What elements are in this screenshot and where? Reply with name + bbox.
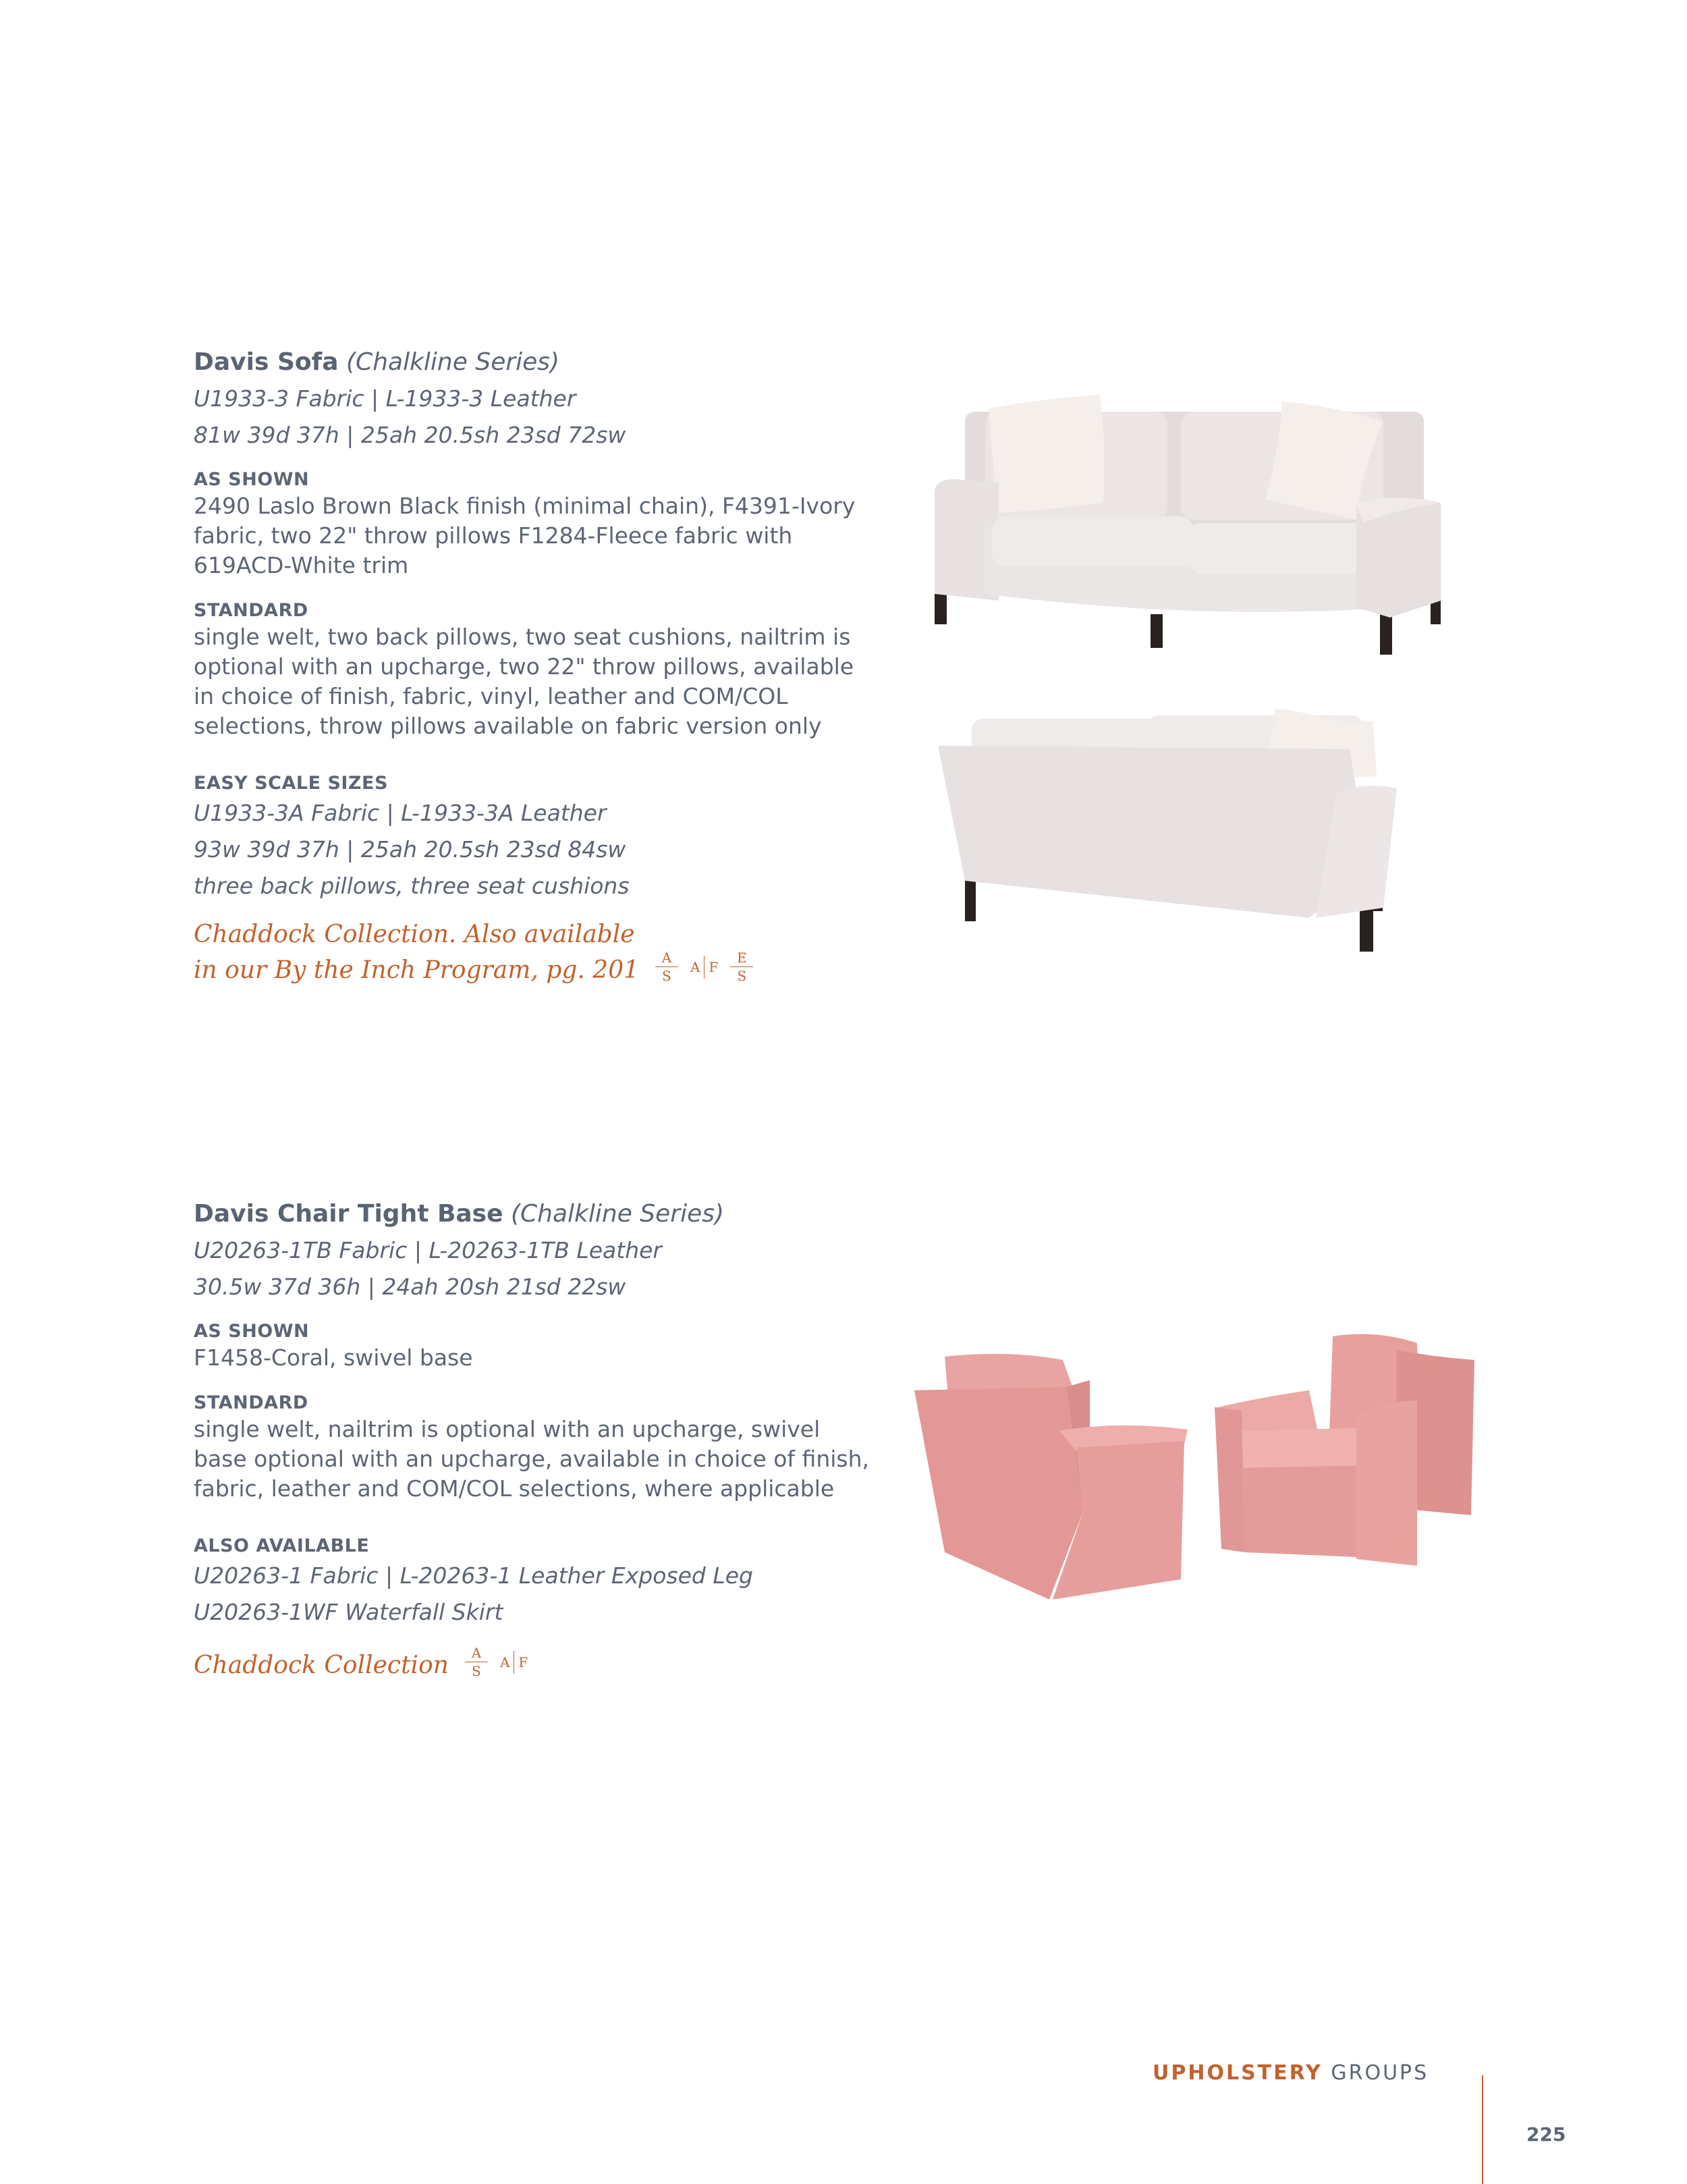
- product-dimensions: 81w 39d 37h | 25ah 20.5sh 23sd 72sw: [194, 422, 626, 448]
- footer-divider: [1482, 2075, 1483, 2184]
- sofa-front-image: [924, 391, 1451, 698]
- page-number: 225: [1526, 2123, 1566, 2146]
- easy-scale-codes: U1933-3A Fabric | L-1933-3A Leather: [194, 800, 607, 826]
- es-mark: $\frac{E}{S}$: [730, 950, 753, 983]
- as-shown-text: F1458-Coral, swivel base: [194, 1344, 473, 1371]
- also-available-heading: ALSO AVAILABLE: [194, 1535, 370, 1556]
- also-available-line1: U20263-1 Fabric | L-20263-1 Leather Exposed Leg: [194, 1562, 753, 1589]
- standard-heading: STANDARD: [194, 600, 308, 621]
- product-title: Davis Chair Tight Base (Chalkline Series): [194, 1200, 725, 1228]
- option-marks: [465, 1645, 528, 1678]
- as-mark: $\frac{A}{S}$: [465, 1645, 488, 1678]
- product-codes: U20263-1TB Fabric | L-20263-1TB Leather: [194, 1237, 662, 1263]
- as-mark: $\frac{A}{S}$: [655, 950, 678, 983]
- product-codes: U1933-3 Fabric | L-1933-3 Leather: [194, 385, 576, 412]
- product-dimensions: 30.5w 37d 36h | 24ah 20sh 21sd 22sw: [194, 1274, 626, 1300]
- standard-text: single welt, nailtrim is optional with an upcharge, swivel base optional with an upcharge, available in choice of finish, fabric, leather and COM/COL selections, where applicable: [194, 1416, 870, 1502]
- as-shown-heading: AS SHOWN: [194, 469, 310, 490]
- collection-note-line1: Chaddock Collection. Also available: [194, 921, 635, 948]
- chair-back-image: [914, 1350, 1198, 1609]
- easy-scale-dimensions: 93w 39d 37h | 25ah 20.5sh 23sd 84sw: [194, 836, 626, 863]
- chair-front-image: [1215, 1333, 1478, 1579]
- product-title: Davis Sofa (Chalkline Series): [194, 348, 560, 376]
- sofa-back-image: [931, 702, 1444, 975]
- also-available-line2: U20263-1WF Waterfall Skirt: [194, 1599, 503, 1625]
- easy-scale-heading: EASY SCALE SIZES: [194, 773, 388, 794]
- as-shown-heading: AS SHOWN: [194, 1321, 310, 1342]
- footer-section-label: UPHOLSTERY GROUPS: [1153, 2061, 1429, 2085]
- af-mark: A F: [690, 956, 718, 979]
- standard-text: single welt, two back pillows, two seat cushions, nailtrim is optional with an upcharge, two 22" throw pillows, available in choice of finish, fabric, vinyl, leather and COM/COL selections, throw pillows available on fabric version only: [194, 624, 854, 739]
- standard-heading: STANDARD: [194, 1392, 308, 1413]
- easy-scale-note: three back pillows, three seat cushions: [194, 873, 630, 899]
- af-mark: A F: [500, 1651, 528, 1674]
- product-davis-chair: [194, 1196, 875, 1681]
- as-shown-text: 2490 Laslo Brown Black finish (minimal chain), F4391-Ivory fabric, two 22" throw pillows F1284-Fleece fabric with 619ACD-White trim: [194, 493, 856, 578]
- product-davis-sofa: [194, 344, 875, 986]
- collection-note-line2: in our By the Inch Program, pg. 201: [194, 956, 640, 984]
- option-marks: [655, 950, 753, 983]
- collection-note: Chaddock Collection: [194, 1651, 449, 1679]
